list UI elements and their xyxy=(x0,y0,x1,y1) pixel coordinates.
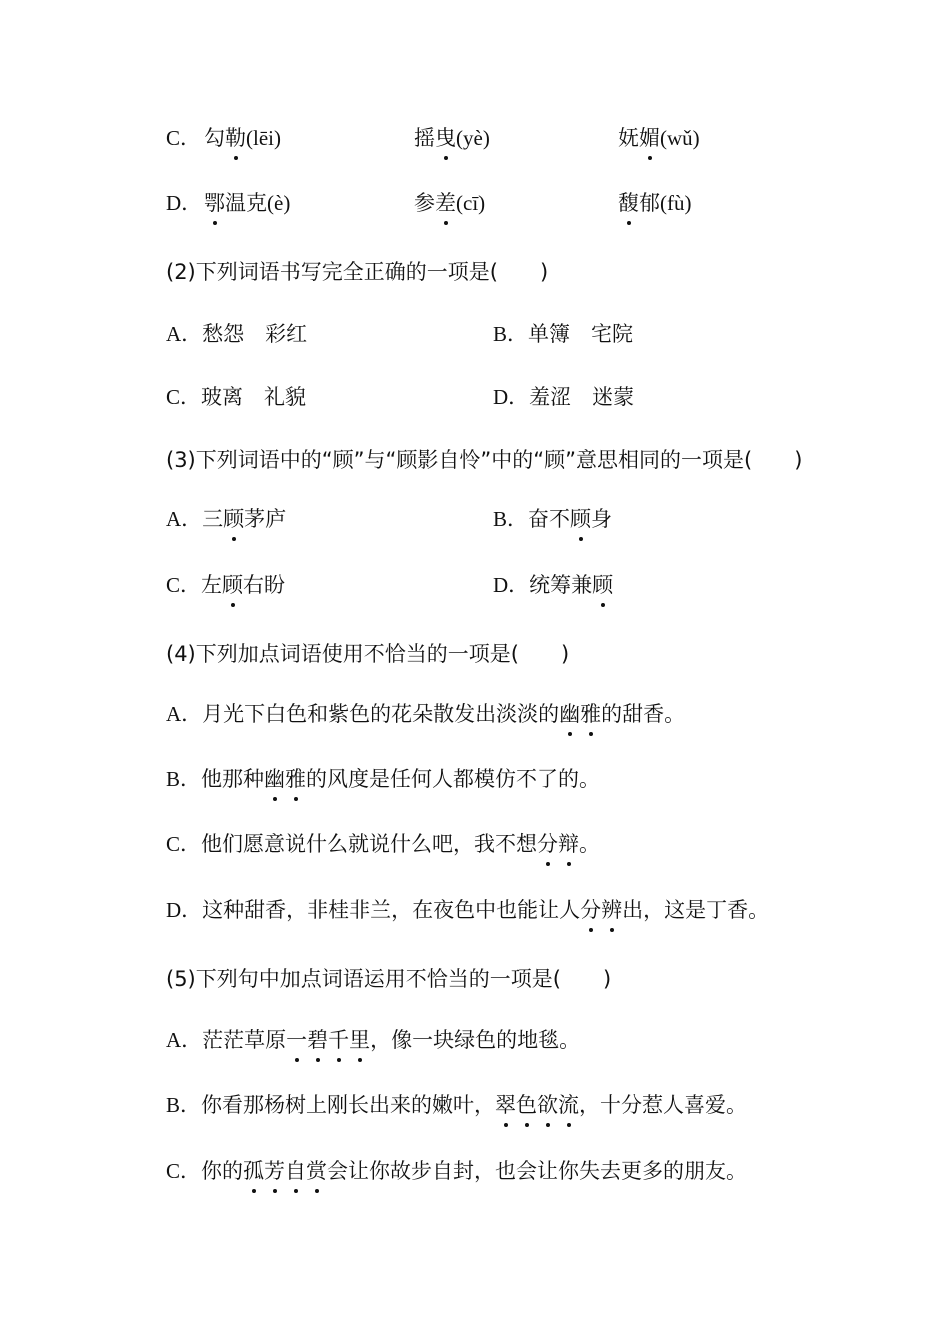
emphasis-dot-char: 勒 xyxy=(225,123,246,153)
pinyin: (wǔ) xyxy=(660,126,700,150)
option-label: C． xyxy=(166,832,202,856)
q2-option-c[interactable]: C．玻离 礼貌 xyxy=(166,385,307,409)
q2-option-d[interactable]: D．羞涩 迷蒙 xyxy=(493,385,635,409)
emphasis-dot-char: 幽 xyxy=(559,699,580,729)
emphasis-dot-char: 鄂 xyxy=(204,188,225,218)
pinyin: (è) xyxy=(267,191,291,215)
emphasis-dot-char: 顾 xyxy=(570,504,591,534)
emphasis-dot-char: 顾 xyxy=(223,504,244,534)
option-label: A． xyxy=(166,702,203,726)
q1-c-item-3: 妩媚(wǔ) xyxy=(618,123,700,153)
emphasis-dot-char: 欲 xyxy=(537,1090,558,1120)
option-label: A． xyxy=(166,507,203,531)
emphasis-dot-char: 分 xyxy=(580,895,601,925)
emphasis-dot-char: 幽 xyxy=(264,764,285,794)
emphasis-dot-char: 顾 xyxy=(222,570,243,600)
emphasis-dot-char: 雅 xyxy=(580,699,601,729)
q5-option-b[interactable]: B．你看那杨树上刚长出来的嫩叶，翠色欲流，十分惹人喜爱。 xyxy=(166,1090,747,1120)
emphasis-dot-char: 辩 xyxy=(558,829,579,859)
emphasis-dot-char: 馥 xyxy=(618,188,639,218)
q3-option-c[interactable]: C．左顾右盼 xyxy=(166,570,285,600)
emphasis-dot-char: 辨 xyxy=(601,895,622,925)
option-label: A． xyxy=(166,322,203,346)
option-label: D． xyxy=(493,573,530,597)
emphasis-dot-char: 雅 xyxy=(285,764,306,794)
q5-stem: (5)下列句中加点词语运用不恰当的一项是( ) xyxy=(166,967,612,991)
emphasis-dot-char: 流 xyxy=(558,1090,579,1120)
option-label: B． xyxy=(493,322,529,346)
q2-option-b[interactable]: B．单簿 宅院 xyxy=(493,322,634,346)
option-label: C． xyxy=(166,573,202,597)
emphasis-dot-char: 孤 xyxy=(243,1156,264,1186)
emphasis-dot-char: 芳 xyxy=(264,1156,285,1186)
option-label: B． xyxy=(166,767,202,791)
q5-option-a[interactable]: A．茫茫草原一碧千里，像一块绿色的地毯。 xyxy=(166,1025,580,1055)
q1-d-item-1: 鄂温克(è) xyxy=(204,188,290,218)
emphasis-dot-char: 差 xyxy=(435,188,456,218)
q3-option-b[interactable]: B．奋不顾身 xyxy=(493,504,612,534)
q3-option-d[interactable]: D．统筹兼顾 xyxy=(493,570,613,600)
q3-stem: (3)下列词语中的“顾”与“顾影自怜”中的“顾”意思相同的一项是( ) xyxy=(166,448,803,472)
option-label: C． xyxy=(166,1159,202,1183)
pinyin: (fù) xyxy=(660,191,692,215)
emphasis-dot-char: 一 xyxy=(286,1025,307,1055)
q4-option-c[interactable]: C．他们愿意说什么就说什么吧，我不想分辩。 xyxy=(166,829,600,859)
pinyin: (yè) xyxy=(456,126,490,150)
emphasis-dot-char: 自 xyxy=(285,1156,306,1186)
q1-c-item-1: 勾勒(lēi) xyxy=(204,123,281,153)
emphasis-dot-char: 碧 xyxy=(307,1025,328,1055)
option-label: B． xyxy=(166,1093,202,1117)
option-label: D． xyxy=(166,191,203,215)
emphasis-dot-char: 翠 xyxy=(495,1090,516,1120)
pinyin: (cī) xyxy=(456,191,486,215)
emphasis-dot-char: 顾 xyxy=(592,570,613,600)
option-label: A． xyxy=(166,1028,203,1052)
q1-d-item-2: 参差(cī) xyxy=(414,188,485,218)
q1-d-item-3: 馥郁(fù) xyxy=(618,188,691,218)
q2-stem: (2)下列词语书写完全正确的一项是( ) xyxy=(166,260,549,284)
q2-option-a[interactable]: A．愁怨 彩红 xyxy=(166,322,308,346)
option-label: C． xyxy=(166,385,202,409)
pinyin: (lēi) xyxy=(246,126,281,150)
emphasis-dot-char: 分 xyxy=(537,829,558,859)
q4-option-d[interactable]: D．这种甜香，非桂非兰，在夜色中也能让人分辨出，这是丁香。 xyxy=(166,895,769,925)
q5-option-c[interactable]: C．你的孤芳自赏会让你故步自封，也会让你失去更多的朋友。 xyxy=(166,1156,747,1186)
emphasis-dot-char: 里 xyxy=(349,1025,370,1055)
option-label: B． xyxy=(493,507,529,531)
q4-option-a[interactable]: A．月光下白色和紫色的花朵散发出淡淡的幽雅的甜香。 xyxy=(166,699,685,729)
q3-option-a[interactable]: A．三顾茅庐 xyxy=(166,504,286,534)
option-label: D． xyxy=(166,898,203,922)
option-label: D． xyxy=(493,385,530,409)
emphasis-dot-char: 媚 xyxy=(639,123,660,153)
emphasis-dot-char: 色 xyxy=(516,1090,537,1120)
emphasis-dot-char: 赏 xyxy=(306,1156,327,1186)
q1-c-item-2: 摇曳(yè) xyxy=(414,123,490,153)
q4-option-b[interactable]: B．他那种幽雅的风度是任何人都模仿不了的。 xyxy=(166,764,600,794)
emphasis-dot-char: 千 xyxy=(328,1025,349,1055)
emphasis-dot-char: 曳 xyxy=(435,123,456,153)
option-label: C． xyxy=(166,126,202,150)
q4-stem: (4)下列加点词语使用不恰当的一项是( ) xyxy=(166,642,570,666)
